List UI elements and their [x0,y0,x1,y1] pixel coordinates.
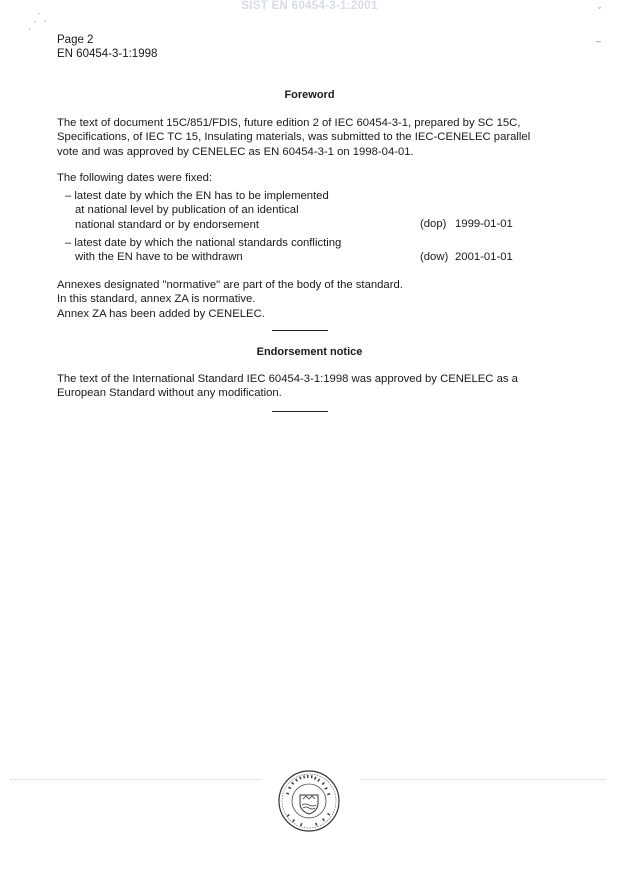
text-line: with the EN have to be withdrawn [75,251,243,264]
text-line: The text of the International Standard IEC 60454-3-1:1998 was approved by CENELEC as a [57,373,518,385]
scan-mark: – [596,36,602,46]
date-item-dop [65,189,329,232]
text-line: Annexes designated "normative" are part of the body of the standard. [57,279,403,291]
endorsement-title: Endorsement notice [256,346,363,358]
scan-artifact [360,779,605,780]
text-line: at national level by publication of an identical [75,204,299,217]
scan-mark: ˙ ˏ [38,12,47,22]
text-line: national standard or by endorsement [75,218,260,231]
text-line: – latest date by which the national standards conflicting [65,237,342,249]
text-line: In this standard, annex ZA is normative. [57,293,256,306]
text-line: The text of document 15C/851/FDIS, future edition 2 of IEC 60454-3-1, prepared by SC 15C, [57,117,521,129]
page-number: Page 2 [57,34,94,46]
text-line: – latest date by which the EN has to be implemented [65,190,329,202]
dates-intro: The following dates were fixed: [57,172,213,184]
scan-mark: ˌ ˊ [28,20,37,30]
endorsement-paragraph [57,372,577,401]
stamp-seal [277,769,341,833]
annex-paragraph [57,278,577,321]
section-divider [272,330,328,331]
text-line: vote and was approved by CENELEC as EN 60454-3-1 on 1998-04-01. [57,145,414,158]
date-value-dow: 2001-01-01 [455,251,513,263]
text-line: European Standard without any modification. [57,387,282,400]
watermark: SIST EN 60454-3-1:2001 [241,0,378,12]
date-item-dow [65,236,341,265]
text-line: Annex ZA has been added by CENELEC. [57,307,265,320]
section-divider [272,411,328,412]
date-abbr-dop: (dop) [420,218,447,230]
foreword-title: Foreword [284,89,335,101]
scan-mark: ˇ [598,6,601,16]
seal-graphic [277,769,341,833]
document-id: EN 60454-3-1:1998 [57,48,158,60]
foreword-paragraph [57,116,577,159]
text-line: Specifications, of IEC TC 15, Insulating materials, was submitted to the IEC-CENELEC parallel [57,131,531,144]
date-value-dop: 1999-01-01 [455,218,513,230]
date-abbr-dow: (dow) [420,251,449,263]
scan-artifact [10,779,260,780]
